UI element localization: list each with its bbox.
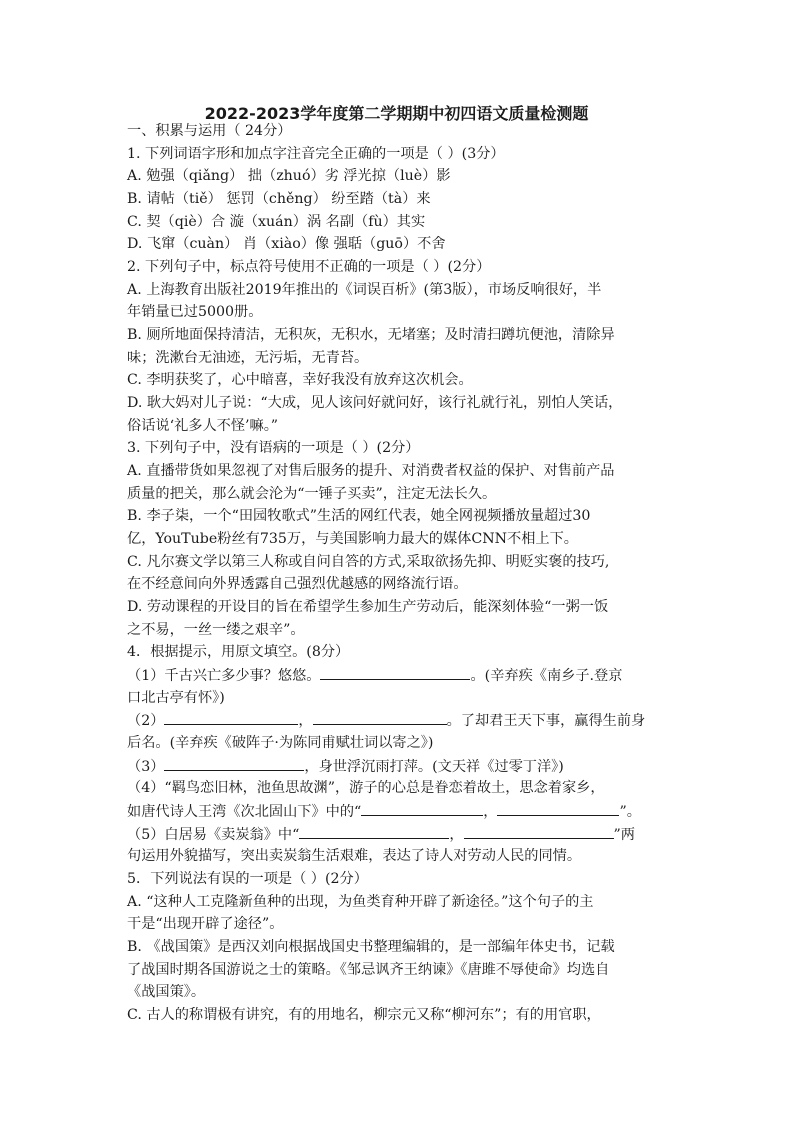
- question-5-stem: 5．下列说法有误的一项是（ ）(2分）: [127, 871, 368, 887]
- q4-item4-text-d: ”。: [619, 804, 641, 820]
- question-3-option-a-line2: 质量的把关，那么就会沦为“一锤子买卖”，注定无法长久。: [127, 486, 497, 502]
- question-1-stem: 1. 下列词语字形和加点字注音完全正确的一项是（ ）(3分）: [127, 146, 505, 162]
- question-4-item-1-cont: 口北古亭有怀》): [127, 690, 225, 706]
- question-3-stem: 3. 下列句子中，没有语病的一项是（ ）(2分）: [127, 440, 420, 456]
- question-4-item-4: （4）“羁鸟恋旧林，池鱼思故渊”，游子的心总是眷恋着故土，思念着家乡，: [127, 780, 605, 796]
- question-3-option-d-line2: 之不易，一丝一缕之艰辛”。: [127, 622, 305, 638]
- question-5-option-b-line2: 了战国时期各国游说之士的策略。《邹忌讽齐王纳谏》《唐雎不辱使命》均选自: [127, 962, 610, 978]
- q4-item2-text-b: ，: [298, 713, 313, 729]
- q4-item4-text-c: ，: [483, 804, 498, 820]
- answer-blank[interactable]: [164, 710, 298, 725]
- question-4-item-1: [127, 665, 672, 686]
- question-3-option-b-line1: B. 李子柒，一个“田园牧歌式”生活的网红代表，她全网视频播放量超过30: [127, 508, 591, 524]
- answer-blank[interactable]: [313, 710, 447, 725]
- question-1-option-d: D. 飞窜（cuàn） 肖（xiào）像 强聒（guō）不舍: [127, 236, 446, 252]
- answer-blank[interactable]: [320, 665, 470, 680]
- question-5-option-c-line1: C. 古人的称谓极有讲究，有的用地名，柳宗元又称“柳河东”；有的用官职，: [127, 1007, 601, 1023]
- question-3-option-c-line2: 在不经意间向外界透露自己强烈优越感的网络流行语。: [127, 576, 468, 592]
- question-2-stem: 2. 下列句子中，标点符号使用不正确的一项是（ ）(2分）: [127, 259, 491, 275]
- q4-item3-text-b: ，身世浮沉雨打萍。(文天祥《过零丁洋》): [304, 759, 564, 775]
- q4-item3-text-a: （3）: [127, 759, 165, 775]
- question-1-option-a: A. 勉强（qiǎng） 拙（zhuó）劣 浮光掠（luè）影: [127, 168, 451, 184]
- question-2-option-b-line2: 味；洗漱台无油迹，无污垢，无青苔。: [127, 350, 369, 366]
- question-4-item-2: [127, 710, 672, 731]
- question-4-item-2-cont: 后名。(辛弃疾《破阵子·为陈同甫赋壮词以寄之》): [127, 735, 434, 751]
- q4-item5-text-c: ”两: [613, 827, 635, 843]
- question-5-option-a-line1: A. “这种人工克隆新鱼种的出现，为鱼类育种开辟了新途径。”这个句子的主: [127, 894, 594, 910]
- question-5-option-b-line1: B. 《战国策》是西汉刘向根据战国史书整理编辑的，是一部编年体史书，记载: [127, 939, 615, 955]
- question-1-option-b: B. 请帖（tiě） 惩罚（chěng） 纷至踏（tà）来: [127, 191, 431, 207]
- question-3-option-b-line2: 亿，YouTube粉丝有735万，与美国影响力最大的媒体CNN不相上下。: [127, 531, 578, 547]
- question-4-item-4-cont: [127, 801, 672, 822]
- exam-title: 2022-2023学年度第二学期期中初四语文质量检测题: [204, 104, 589, 123]
- question-4-item-5: [127, 824, 672, 845]
- question-2-option-a-line2: 年销量已过5000册。: [127, 304, 263, 320]
- question-1-option-c: C. 契（qiè）合 漩（xuán）涡 名副（fù）其实: [127, 214, 426, 230]
- question-5-option-b-line3: 《战国策》。: [127, 984, 206, 1000]
- question-4-item-3: [127, 756, 672, 777]
- q4-item4-text-b: 如唐代诗人王湾《次北固山下》中的“: [127, 804, 362, 820]
- question-4-item-5-cont: 句运用外貌描写，突出卖炭翁生活艰难，表达了诗人对劳动人民的同情。: [127, 848, 582, 864]
- question-5-option-a-line2: 干是“出现开辟了途径”。: [127, 916, 284, 932]
- question-2-option-b-line1: B. 厕所地面保持清洁，无积灰，无积水，无堵塞；及时清扫蹲坑便池，清除异: [127, 327, 615, 343]
- question-3-option-a-line1: A. 直播带货如果忽视了对售后服务的提升、对消费者权益的保护、对售前产品: [127, 463, 615, 479]
- question-3-option-c-line1: C. 凡尔赛文学以第三人称或自问自答的方式,采取欲扬先抑、明贬实褒的技巧,: [127, 554, 610, 570]
- question-4-stem: 4．根据提示，用原文填空。(8分）: [127, 644, 350, 660]
- question-2-option-d-line1: D. 耿大妈对儿子说：“大成，见人该问好就问好，该行礼就行礼，别怕人笑话，: [127, 395, 623, 411]
- question-2-option-d-line2: 俗话说‘礼多人不怪’嘛。”: [127, 418, 279, 434]
- q4-item2-text-c: 。了却君王天下事，赢得生前身: [446, 713, 646, 729]
- q4-item5-text-a: （5）白居易《卖炭翁》中“: [127, 827, 300, 843]
- q4-item1-text-b: 。(辛弃疾《南乡子.登京: [470, 668, 623, 684]
- q4-item5-text-b: ，: [449, 827, 464, 843]
- q4-item2-text-a: （2）: [127, 713, 165, 729]
- answer-blank[interactable]: [361, 801, 483, 816]
- section-heading: 一、积累与运用（ 24分）: [127, 123, 292, 139]
- answer-blank[interactable]: [164, 756, 304, 771]
- question-3-option-d-line1: D. 劳动课程的开设目的旨在希望学生参加生产劳动后，能深刻体验“一粥一饭: [127, 599, 609, 615]
- q4-item1-text-a: （1）千古兴亡多少事？悠悠。: [127, 668, 321, 684]
- question-2-option-a-line1: A. 上海教育出版社2019年推出的《词误百析》(第3版），市场反响很好，半: [127, 282, 602, 298]
- question-2-option-c: C. 李明获奖了，心中暗喜，幸好我没有放弃这次机会。: [127, 372, 473, 388]
- answer-blank[interactable]: [464, 824, 614, 839]
- answer-blank[interactable]: [497, 801, 619, 816]
- answer-blank[interactable]: [299, 824, 449, 839]
